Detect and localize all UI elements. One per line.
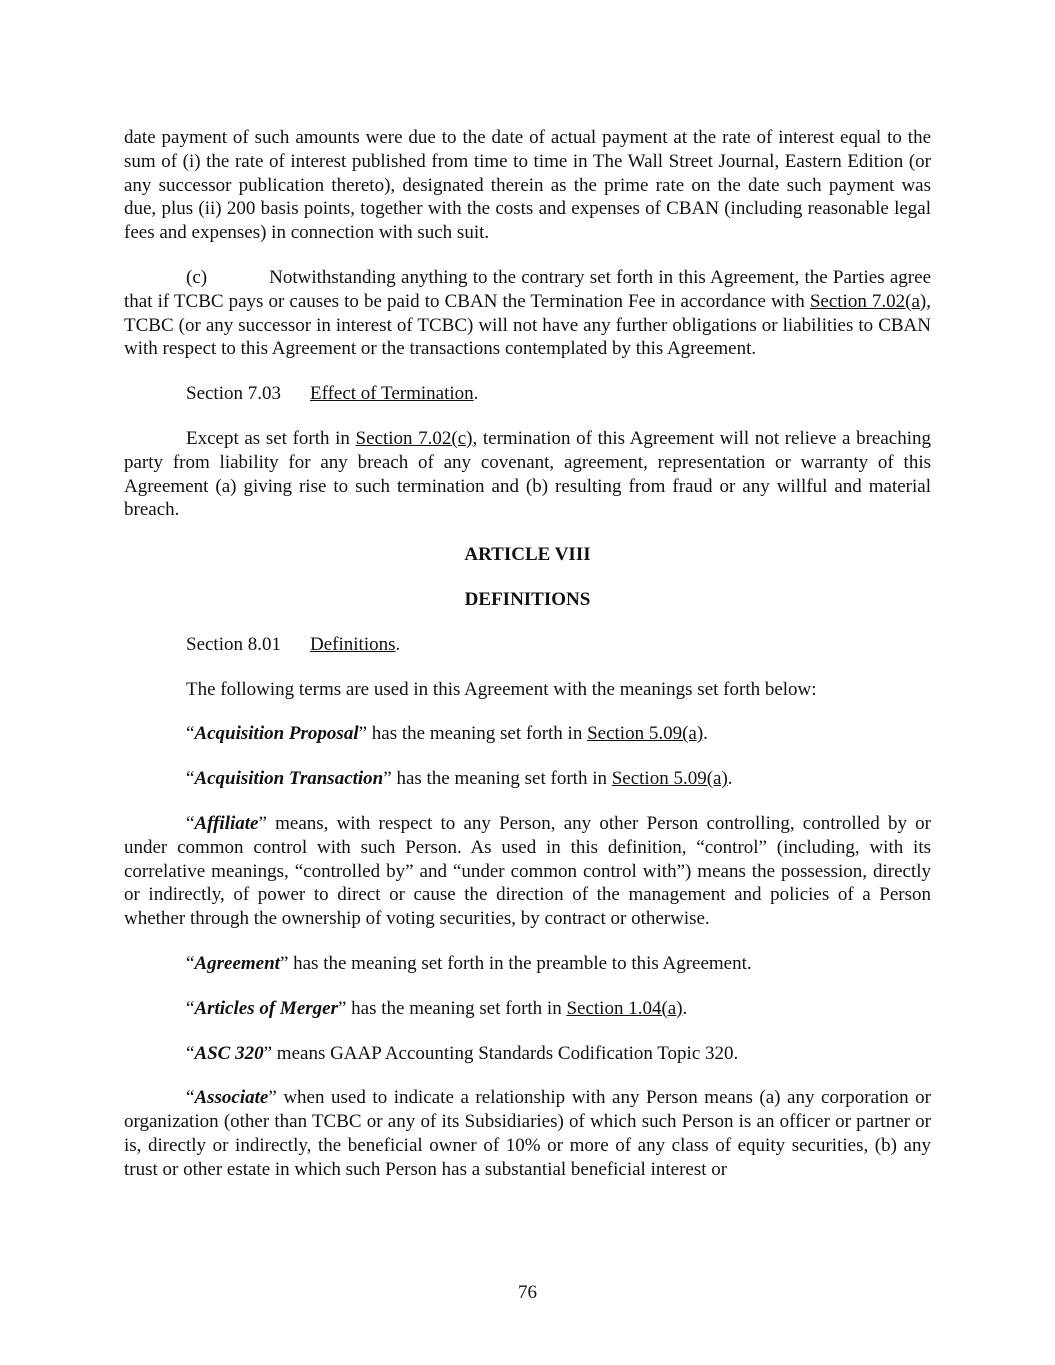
definition-acquisition-proposal: “Acquisition Proposal” has the meaning set forth in Section 5.09(a).: [186, 723, 708, 745]
paragraph-effect-of-termination: Except as set forth in Section 7.02(c), termination of this Agreement will not relieve a breaching party from liability for any breach of any covenant, agreement, representation or warranty of this Agreement (a) giving rise to such termination and (b) resulting from fraud or any willful and material breach.: [124, 427, 932, 521]
defined-term: Associate: [194, 1087, 269, 1109]
section-reference: Section 7.02(c): [355, 427, 473, 449]
section-7-03-heading: Section 7.03 Effect of Termination.: [186, 383, 479, 405]
section-reference: Section 1.04(a): [566, 997, 683, 1019]
defined-term: Acquisition Transaction: [194, 768, 384, 790]
definition-agreement: “Agreement” has the meaning set forth in the preamble to this Agreement.: [186, 952, 752, 974]
article-title: DEFINITIONS: [464, 588, 591, 610]
section-title: Effect of Termination: [310, 383, 474, 405]
section-title: Definitions: [310, 633, 396, 655]
paragraph-7-02-c: (c) Notwithstanding anything to the contrary set forth in this Agreement, the Parties agree that if TCBC pays or causes to be paid to CBAN the Termination Fee in accordance with Section 7.02(a), TCBC (or any successor in interest of TCBC) will not have any further obligations or liabilities to CBAN with respect to this Agreement or the transactions contemplated by this Agreement.: [124, 266, 932, 360]
defined-term: Affiliate: [194, 812, 259, 834]
defined-term: Articles of Merger: [194, 997, 338, 1019]
definition-associate: “Associate” when used to indicate a relationship with any Person means (a) any corporation or organization (other than TCBC or any of its Subsidiaries) of which such Person is an officer or partner or is, directly or indirectly, the beneficial owner of 10% or more of any class of equity securities, (b) any trust or other estate in which such Person has a substantial beneficial interest or: [124, 1087, 931, 1180]
article-heading: ARTICLE VIII: [464, 544, 591, 566]
defined-term: Agreement: [194, 952, 280, 974]
defined-term: ASC 320: [194, 1042, 264, 1064]
defined-term: Acquisition Proposal: [194, 723, 359, 745]
paragraph-continuation: date payment of such amounts were due to the date of actual payment at the rate of interest equal to the sum of (i) the rate of interest published from time to time in The Wall Street Journal, Eastern Edition (or any successor publication thereto), designated therein as the prime rate on the date such payment was due, plus (ii) 200 basis points, together with the costs and expenses of CBAN (including reasonable legal fees and expenses) in connection with such suit.: [124, 127, 931, 244]
document-page: [124, 126, 931, 1182]
definition-asc-320: “ASC 320” means GAAP Accounting Standards Codification Topic 320.: [186, 1042, 739, 1064]
section-8-01-heading: Section 8.01 Definitions.: [186, 633, 401, 655]
clause-label: (c): [186, 266, 208, 288]
section-reference: Section 7.02(a): [809, 290, 927, 312]
definition-affiliate: “Affiliate” means, with respect to any Person, any other Person controlling, controlled by or under common control with such Person. As used in this definition, “control” (including, with its correlative meanings, “controlled by” and “under common control with”) means the possession, directly or indirectly, of power to direct or cause the direction of the management and policies of a Person whether through the ownership of voting securities, by contract or otherwise.: [124, 812, 931, 930]
section-reference: Section 5.09(a): [611, 768, 728, 790]
section-reference: Section 5.09(a): [587, 723, 704, 745]
definition-articles-of-merger: “Articles of Merger” has the meaning set forth in Section 1.04(a).: [186, 997, 688, 1019]
definition-acquisition-transaction: “Acquisition Transaction” has the meaning set forth in Section 5.09(a).: [186, 768, 733, 790]
page-number: 76: [518, 1282, 537, 1303]
definitions-intro: The following terms are used in this Agreement with the meanings set forth below:: [186, 678, 817, 700]
